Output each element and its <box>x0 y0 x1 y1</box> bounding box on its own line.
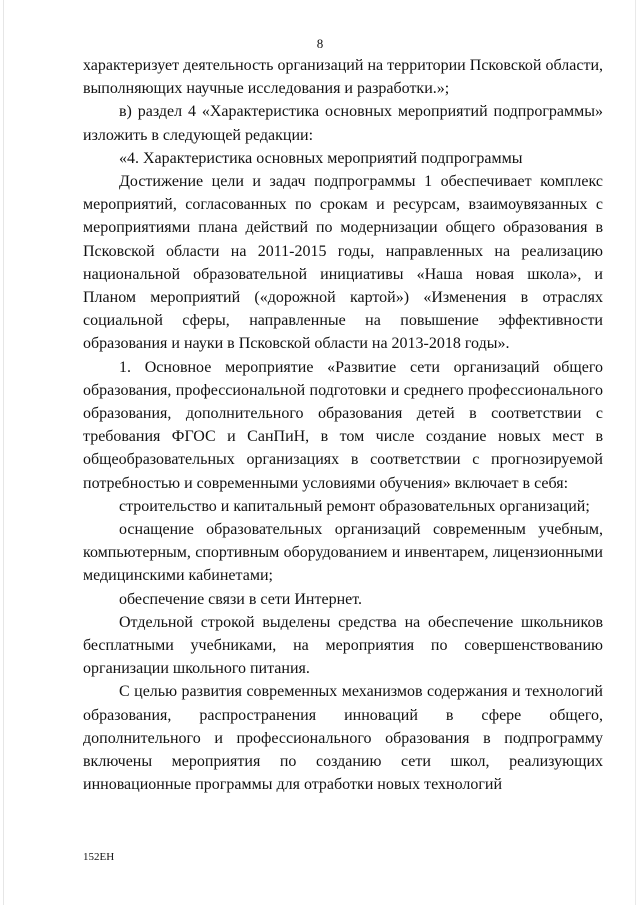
document-body <box>83 54 603 797</box>
list-item-construction: строительство и капитальный ремонт образовательных организаций; <box>119 497 590 515</box>
list-item-internet: обеспечение связи в сети Интернет. <box>119 590 363 608</box>
page-number: 8 <box>316 36 324 51</box>
section-heading: «4. Характеристика основных мероприятий подпрограммы <box>119 149 523 167</box>
list-item-equipment: оснащение образовательных организаций современным учебным, компьютерным, спортивным оборудованием и инвентарем, лицензионными медицинскими кабинетами; <box>83 521 603 585</box>
paragraph-main-activity-1: 1. Основное мероприятие «Развитие сети организаций общего образования, профессиональной подготовки и среднего профессионального образования, дополнительного образования детей в соответствии с требования ФГОС и СанПиН, в том числе создание новых мест в общеобразовательных организациях в соответствии с прогнозируемой потребностью и современными условиями обучения» включает в себя: <box>83 358 603 492</box>
paragraph-innovation: С целью развития современных механизмов содержания и технологий образования, распространения инноваций в сфере общего, дополнительного и профессионального образования в подпрограмму включены мероприятия по созданию сети школ, реализующих инновационные программы для отработки новых технологий <box>83 683 603 794</box>
paragraph-textbooks-nutrition: Отдельной строкой выделены средства на обеспечение школьников бесплатными учебниками, на мероприятия по совершенствованию организации школьного питания. <box>83 613 603 678</box>
scan-edge-left <box>3 0 4 905</box>
paragraph-continuation: характеризует деятельность организаций на территории Псковской области, выполняющих научные исследования и разработки.»; <box>83 57 603 98</box>
scan-edge-right <box>635 0 636 905</box>
document-code: 152ЕН <box>83 851 115 863</box>
paragraph-goal-achievement: Достижение цели и задач подпрограммы 1 обеспечивает комплекс мероприятий, согласованных по срокам и ресурсам, взаимоувязанных с мероприятиями плана действий по модернизации общего образования в Псковской области на 2011-2015 годы, направленных на реализацию национальной образовательной инициативы «Наша новая школа», и Планом мероприятий («дорожной картой») «Изменения в отраслях социальной сферы, направленные на повышение эффективности образования и науки в Псковской области на 2013-2018 годы». <box>83 173 603 353</box>
paragraph-amendment-item-v: в) раздел 4 «Характеристика основных мероприятий подпрограммы» изложить в следующей редакции: <box>83 103 603 144</box>
